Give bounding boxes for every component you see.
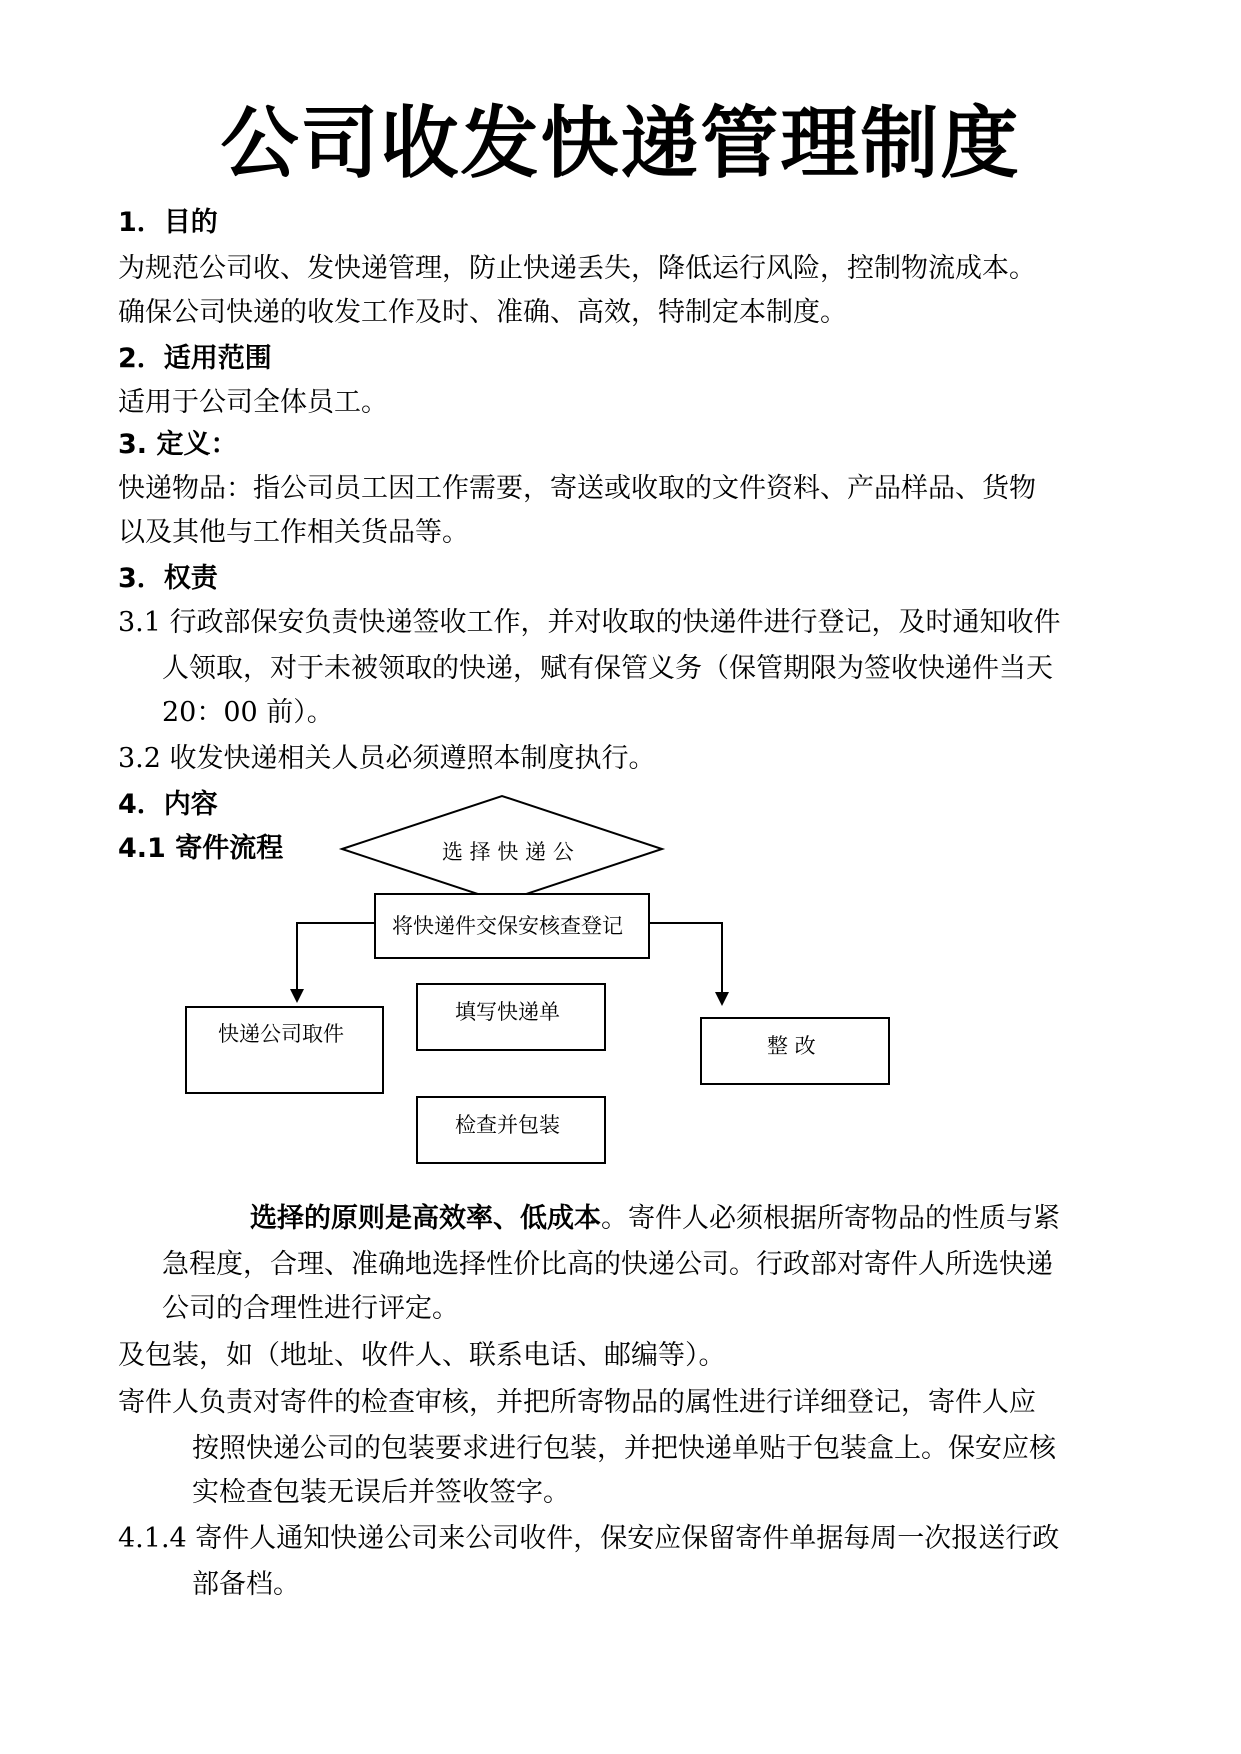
section-3b-heading: 3．权责 bbox=[118, 563, 218, 594]
arrowhead-left bbox=[290, 989, 304, 1003]
section-3-line-2: 以及其他与工作相关货品等。 bbox=[118, 517, 469, 548]
check-line-1: 寄件人负责对寄件的检查审核，并把所寄物品的属性进行详细登记，寄件人应 bbox=[118, 1387, 1036, 1418]
document-title: 公司收发快递管理制度 bbox=[220, 99, 1021, 189]
fill-form-box-label: 填写快递单 bbox=[455, 1000, 560, 1024]
section-3-1-line-2: 人领取，对于未被领取的快递，赋有保管义务（保管期限为签收快递件当天 bbox=[162, 653, 1053, 684]
section-1-line-2: 确保公司快递的收发工作及时、准确、高效，特制定本制度。 bbox=[118, 297, 847, 328]
principle-line-2: 急程度，合理、准确地选择性价比高的快递公司。行政部对寄件人所选快递 bbox=[162, 1249, 1053, 1280]
arrowhead-right bbox=[715, 992, 729, 1006]
section-4-heading: 4．内容 bbox=[118, 789, 218, 820]
section-3-line-1: 快递物品：指公司员工因工作需要，寄送或收取的文件资料、产品样品、货物 bbox=[118, 473, 1036, 504]
section-3-heading: 3. 定义： bbox=[118, 429, 238, 460]
principle-bold: 选择的原则是高效率、低成本 bbox=[250, 1203, 601, 1234]
section-1-line-1: 为规范公司收、发快递管理，防止快递丢失，降低运行风险，控制物流成本。 bbox=[118, 253, 1036, 284]
section-4-1-4-line-1: 4.1.4 寄件人通知快递公司来公司收件，保安应保留寄件单据每周一次报送行政 bbox=[118, 1523, 1060, 1554]
principle-line-3: 公司的合理性进行评定。 bbox=[162, 1293, 459, 1324]
connector-right bbox=[645, 923, 722, 994]
rectify-box-label: 整 改 bbox=[767, 1034, 816, 1058]
principle-rest: 。寄件人必须根据所寄物品的性质与紧 bbox=[601, 1203, 1060, 1234]
section-2-line-1: 适用于公司全体员工。 bbox=[118, 387, 388, 418]
diamond-label: 选 择 快 递 公 bbox=[442, 840, 574, 864]
register-box-label: 将快递件交保安核查登记 bbox=[392, 914, 623, 938]
pickup-box-label: 快递公司取件 bbox=[218, 1022, 344, 1046]
principle-line-1 bbox=[250, 1196, 1060, 1235]
section-4-1-4-line-2: 部备档。 bbox=[192, 1569, 300, 1600]
pack-box-label: 检查并包装 bbox=[455, 1113, 560, 1137]
check-line-3: 实检查包装无误后并签收签字。 bbox=[192, 1477, 570, 1508]
section-3-2-line-1: 3.2 收发快递相关人员必须遵照本制度执行。 bbox=[118, 743, 656, 774]
section-2-heading: 2．适用范围 bbox=[118, 343, 272, 374]
section-3-1-line-3: 20：00 前）。 bbox=[162, 697, 334, 728]
check-line-2: 按照快递公司的包装要求进行包装，并把快递单贴于包装盒上。保安应核 bbox=[192, 1433, 1056, 1464]
packing-line: 及包装，如（地址、收件人、联系电话、邮编等）。 bbox=[118, 1340, 726, 1371]
connector-left bbox=[297, 923, 375, 991]
section-3-1-line-1: 3.1 行政部保安负责快递签收工作，并对收取的快递件进行登记，及时通知收件 bbox=[118, 607, 1061, 638]
section-1-heading: 1．目的 bbox=[118, 207, 218, 238]
section-4-1-heading: 4.1 寄件流程 bbox=[118, 833, 284, 864]
